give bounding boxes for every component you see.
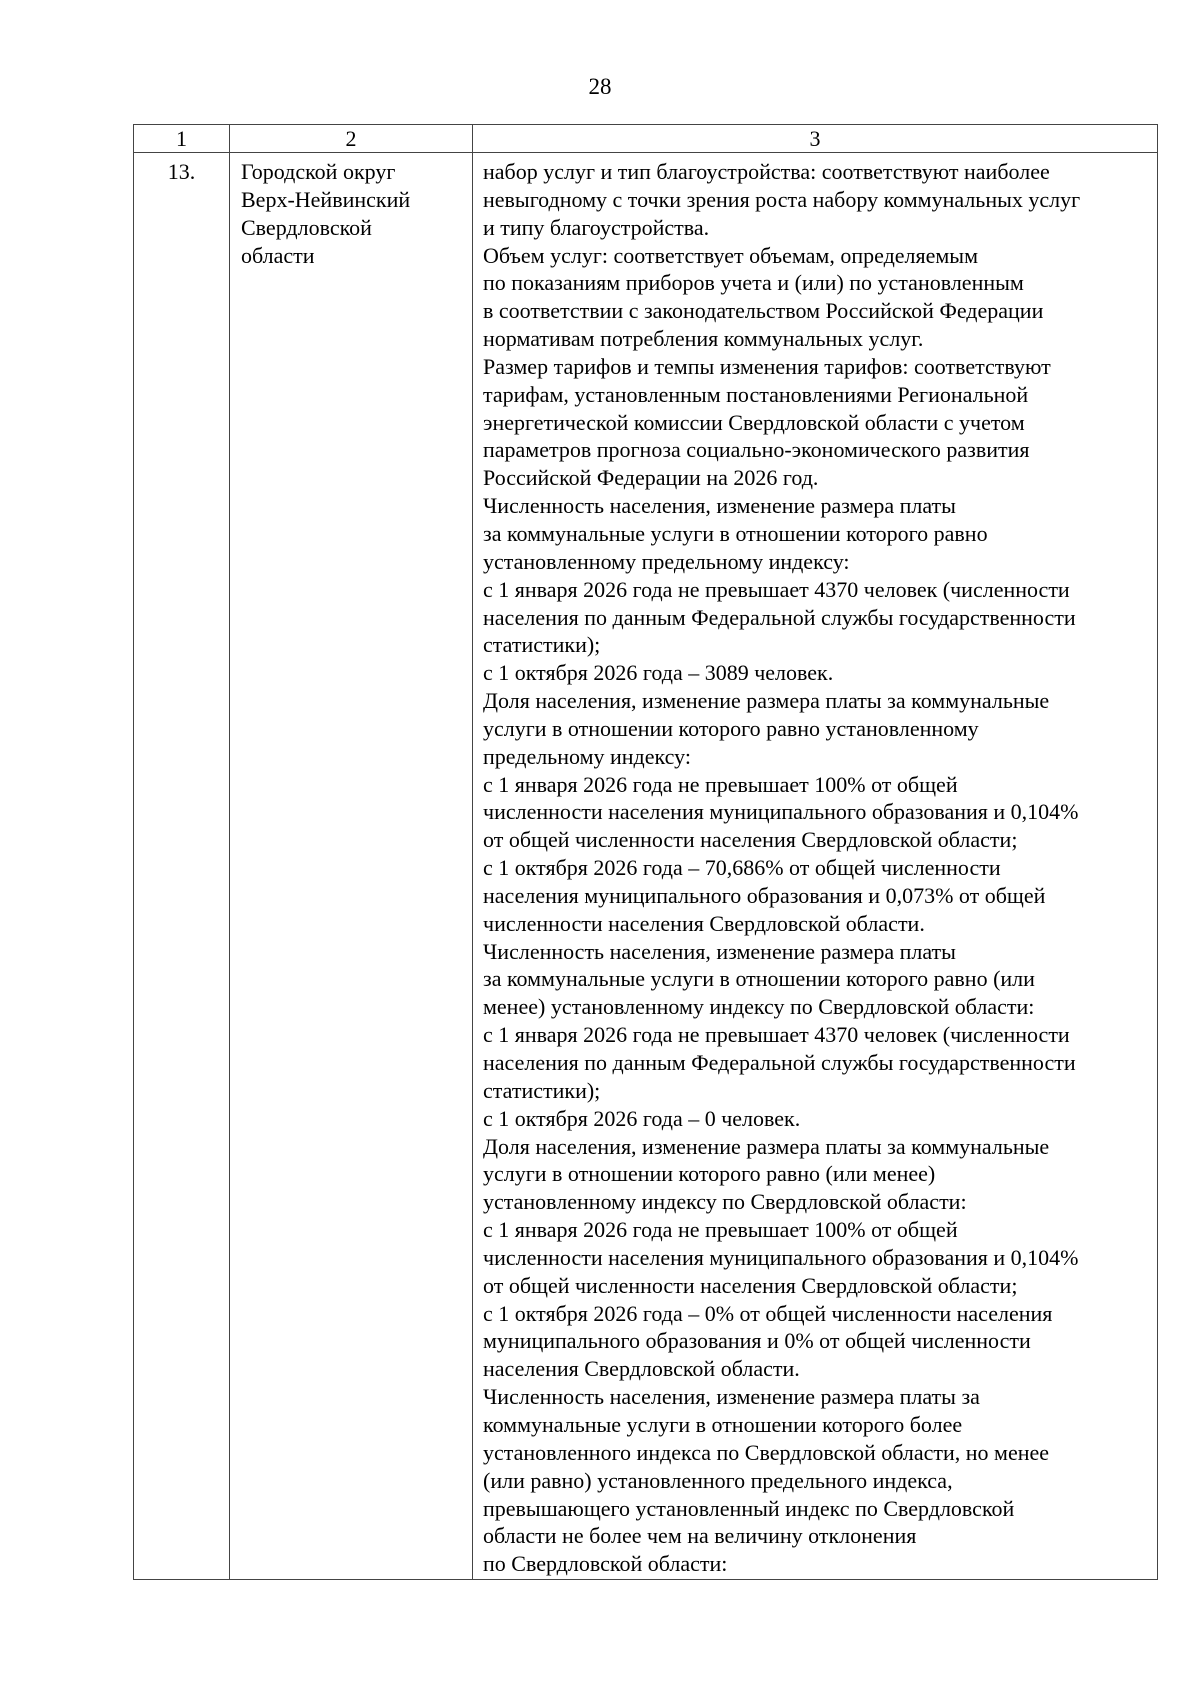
description-line: с 1 октября 2026 года – 70,686% от общей численности bbox=[483, 855, 1001, 881]
description-line: в соответствии с законодательством Российской Федерации bbox=[483, 298, 1044, 324]
description-line: с 1 января 2026 года не превышает 4370 человек (численности bbox=[483, 576, 1070, 602]
description-line: населения по данным Федеральной службы государственности bbox=[483, 604, 1076, 630]
description-line: Доля населения, изменение размера платы за коммунальные bbox=[483, 688, 1050, 714]
description-line: области не более чем на величину отклонения bbox=[483, 1523, 917, 1549]
description-line: Российской Федерации на 2026 год. bbox=[483, 465, 819, 491]
description-line: с 1 января 2026 года не превышает 100% от общей bbox=[483, 771, 958, 797]
municipality-name-line: Свердловской bbox=[241, 214, 372, 240]
column-header-3: 3 bbox=[473, 125, 1158, 153]
description-line: установленного индекса по Свердловской области, но менее bbox=[483, 1439, 1050, 1465]
description-line: параметров прогноза социально-экономического развития bbox=[483, 437, 1030, 463]
description-line: коммунальные услуги в отношении которого более bbox=[483, 1411, 963, 1437]
description-line: муниципального образования и 0% от общей численности bbox=[483, 1328, 1031, 1354]
description-lines bbox=[483, 158, 1151, 1578]
description-line: Объем услуг: соответствует объемам, определяемым bbox=[483, 242, 979, 268]
description-line: установленному предельному индексу: bbox=[483, 548, 850, 574]
description-line: от общей численности населения Свердловской области; bbox=[483, 827, 1018, 853]
description-line: тарифам, установленным постановлениями Региональной bbox=[483, 381, 1029, 407]
description-line: населения Свердловской области. bbox=[483, 1356, 800, 1382]
description-line: Численность населения, изменение размера платы bbox=[483, 493, 956, 519]
description-line: услуги в отношении которого равно установленному bbox=[483, 715, 979, 741]
description-line: нормативам потребления коммунальных услуг. bbox=[483, 326, 924, 352]
description-line: за коммунальные услуги в отношении которого равно (или bbox=[483, 966, 1035, 992]
description-line: с 1 октября 2026 года – 0% от общей численности населения bbox=[483, 1300, 1053, 1326]
description-line: услуги в отношении которого равно (или менее) bbox=[483, 1161, 936, 1187]
description-line: (или равно) установленного предельного индекса, bbox=[483, 1467, 953, 1493]
table-header-row bbox=[134, 125, 1158, 153]
description-line: статистики); bbox=[483, 1077, 601, 1103]
description-line: населения муниципального образования и 0,073% от общей bbox=[483, 882, 1046, 908]
description-line: Размер тарифов и темпы изменения тарифов: соответствуют bbox=[483, 353, 1051, 379]
description-line: установленному индексу по Свердловской области: bbox=[483, 1189, 967, 1215]
description-line: с 1 октября 2026 года – 3089 человек. bbox=[483, 660, 834, 686]
description-line: набор услуг и тип благоустройства: соответствуют наиболее bbox=[483, 159, 1050, 184]
description-line: энергетической комиссии Свердловской области с учетом bbox=[483, 409, 1025, 435]
row-number: 13. bbox=[134, 153, 230, 1580]
description-line: Численность населения, изменение размера платы за bbox=[483, 1384, 980, 1410]
description-line: с 1 января 2026 года не превышает 4370 человек (численности bbox=[483, 1022, 1070, 1048]
document-table bbox=[133, 124, 1158, 1580]
description-line: Численность населения, изменение размера платы bbox=[483, 938, 956, 964]
description-line: невыгодному с точки зрения роста набору коммунальных услуг bbox=[483, 186, 1081, 212]
description-line: превышающего установленный индекс по Свердловской bbox=[483, 1495, 1015, 1521]
description-line: численности населения муниципального образования и 0,104% bbox=[483, 1244, 1079, 1270]
description-line: предельному индексу: bbox=[483, 743, 691, 769]
description-line: менее) установленному индексу по Свердловской области: bbox=[483, 994, 1035, 1020]
description-line: численности населения муниципального образования и 0,104% bbox=[483, 799, 1079, 825]
column-header-1: 1 bbox=[134, 125, 230, 153]
table-row bbox=[134, 153, 1158, 1580]
description-line: с 1 октября 2026 года – 0 человек. bbox=[483, 1105, 801, 1131]
municipality-name-line: Верх-Нейвинский bbox=[241, 186, 411, 212]
municipality-name bbox=[230, 153, 473, 1580]
description-line: и типу благоустройства. bbox=[483, 214, 710, 240]
description-line: по Свердловской области: bbox=[483, 1551, 728, 1577]
description-line: статистики); bbox=[483, 632, 601, 658]
page-number: 28 bbox=[588, 74, 612, 99]
description-line: от общей численности населения Свердловской области; bbox=[483, 1272, 1018, 1298]
column-header-2: 2 bbox=[230, 125, 473, 153]
description-line: с 1 января 2026 года не превышает 100% от общей bbox=[483, 1217, 958, 1243]
description-line: Доля населения, изменение размера платы за коммунальные bbox=[483, 1133, 1050, 1159]
municipality-name-line: области bbox=[241, 242, 315, 268]
description-line: по показаниям приборов учета и (или) по установленным bbox=[483, 270, 1024, 296]
description-line: численности населения Свердловской области. bbox=[483, 910, 925, 936]
row-description bbox=[473, 153, 1158, 1580]
municipality-name-line: Городской округ bbox=[241, 159, 396, 184]
description-line: населения по данным Федеральной службы государственности bbox=[483, 1050, 1076, 1075]
description-line: за коммунальные услуги в отношении которого равно bbox=[483, 520, 988, 546]
